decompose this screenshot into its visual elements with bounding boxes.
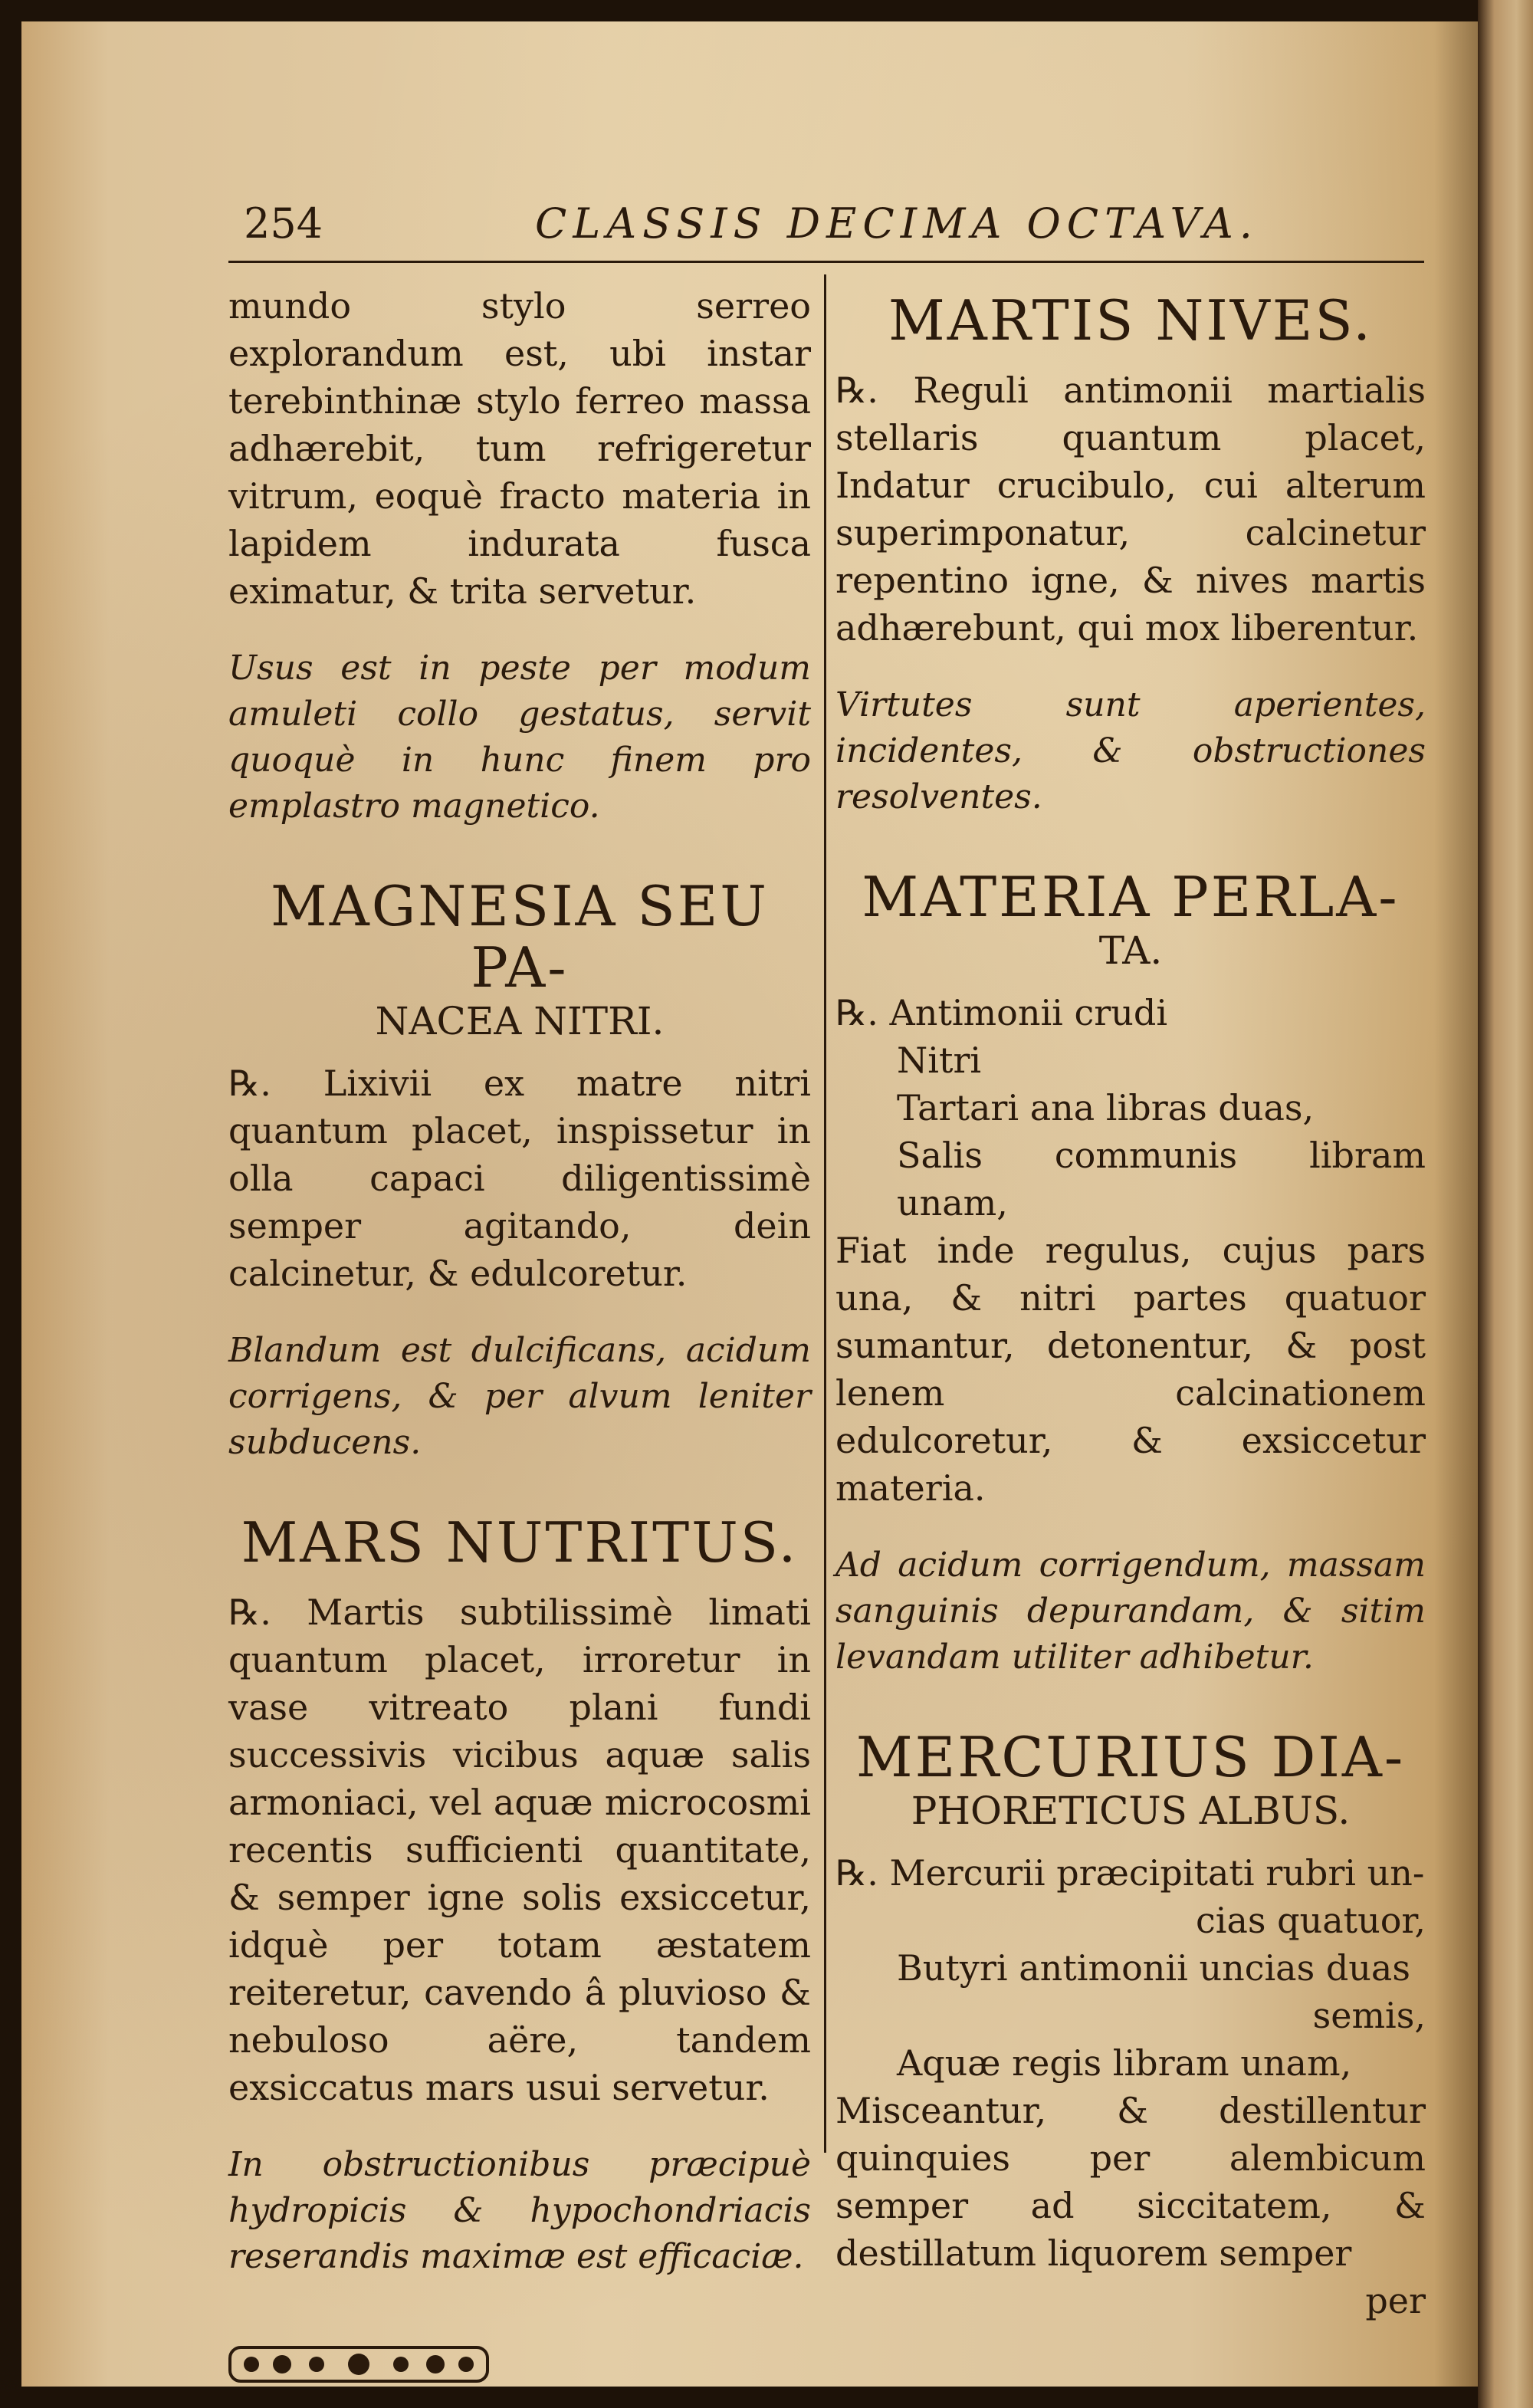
section-title-mercurius: MERCURIUS DIA-	[855, 1725, 1406, 1789]
recipe-line: ℞. Mercurii præcipitati rubri un-	[835, 1852, 1425, 1894]
section-title-magnesia: MAGNESIA SEU PA-	[270, 874, 769, 1000]
recipe-martis-nives: ℞. Reguli antimonii martialis stellaris quantum placet, Indatur crucibulo, cui alterum superimponatur, calcinetur repentino igne, & nives martis adhærebunt, qui mox liberentur.	[835, 370, 1426, 649]
section-subtitle-magnesia: NACEA NITRI.	[375, 999, 665, 1043]
section-subtitle-mercurius: PHORETICUS ALBUS.	[911, 1789, 1351, 1833]
section-title-martis-nives: MARTIS NIVES.	[888, 288, 1373, 353]
section-title-materia-perlata: MATERIA PERLA-	[862, 865, 1400, 929]
catchword: per	[1365, 2280, 1426, 2321]
ingredient-line: Salis communis libram unam,	[897, 1135, 1426, 1224]
usage-magnesia: Blandum est dulcificans, acidum corrigens, & per alvum leniter subducens.	[228, 1331, 811, 1462]
next-page-edge	[1478, 0, 1533, 2408]
section-title-mars: MARS NUTRITUS.	[241, 1510, 799, 1575]
running-title: CLASSIS DECIMA OCTAVA.	[535, 199, 1259, 248]
recipe-line: cias quatuor,	[1196, 1900, 1426, 1941]
ingredient-line: Nitri	[897, 1040, 982, 1081]
continuation-text: mundo stylo serreo explorandum est, ubi instar terebinthinæ stylo ferreo massa adhærebit, tum refrigeretur vitrum, eoquè fracto materia in lapidem indurata fusca eximatur, & trita servetur.	[228, 285, 811, 612]
column-divider	[824, 274, 826, 2153]
recipe-mars: ℞. Martis subtilissimè limati quantum placet, irroretur in vase vitreato plani fundi successivis vicibus aquæ salis armoniaci, vel aquæ microcosmi recentis sufficienti quantitate, & semper igne solis exsiccetur, idquè per totam æstatem reiteretur, cavendo â pluvioso & nebuloso aëre, tandem exsiccatus mars usui servetur.	[228, 1592, 811, 2108]
usage-mars: In obstructionibus præcipuè hydropicis & hypochondriacis reserandis maximæ est efficaciæ.	[228, 2145, 811, 2276]
ingredient-line: Tartari ana libras duas,	[897, 1087, 1315, 1128]
recipe-line: Butyri antimonii uncias duas	[897, 1947, 1410, 1989]
book-page	[21, 21, 1478, 2387]
section-subtitle-materia-perlata: TA.	[1098, 928, 1163, 973]
continuation-usage: Usus est in peste per modum amuleti collo gestatus, servit quoquè in hunc finem pro emplastro magnetico.	[228, 649, 811, 826]
recipe-magnesia: ℞. Lixivii ex matre nitri quantum placet, inspissetur in olla capaci diligentissimè semper agitando, dein calcinetur, & edulcoretur.	[228, 1063, 811, 1294]
recipe-line: semis,	[1312, 1995, 1426, 2036]
ingredient-line: ℞. Antimonii crudi	[835, 992, 1168, 1033]
page-number: 254	[244, 199, 323, 248]
usage-materia-perlata: Ad acidum corrigendum, massam sanguinis depurandam, & sitim levandam utiliter adhibetur.	[835, 1546, 1426, 1677]
page-header	[228, 199, 1424, 263]
usage-martis-nives: Virtutes sunt aperientes, incidentes, & obstructiones resolventes.	[835, 685, 1426, 816]
recipe-line: Aquæ regis libram unam,	[897, 2042, 1352, 2084]
recipe-mercurius: Misceantur, & destillentur quinquies per alembicum semper ad siccitatem, & destillatum liquorem semper	[835, 2090, 1426, 2274]
right-column	[835, 282, 1426, 2324]
left-column	[228, 282, 811, 2387]
ornament-icon	[228, 2341, 489, 2387]
recipe-materia-perlata: Fiat inde regulus, cujus pars una, & nitri partes quatuor sumantur, detonentur, & post lenem calcinationem edulcoretur, & exsiccetur materia.	[835, 1230, 1426, 1509]
